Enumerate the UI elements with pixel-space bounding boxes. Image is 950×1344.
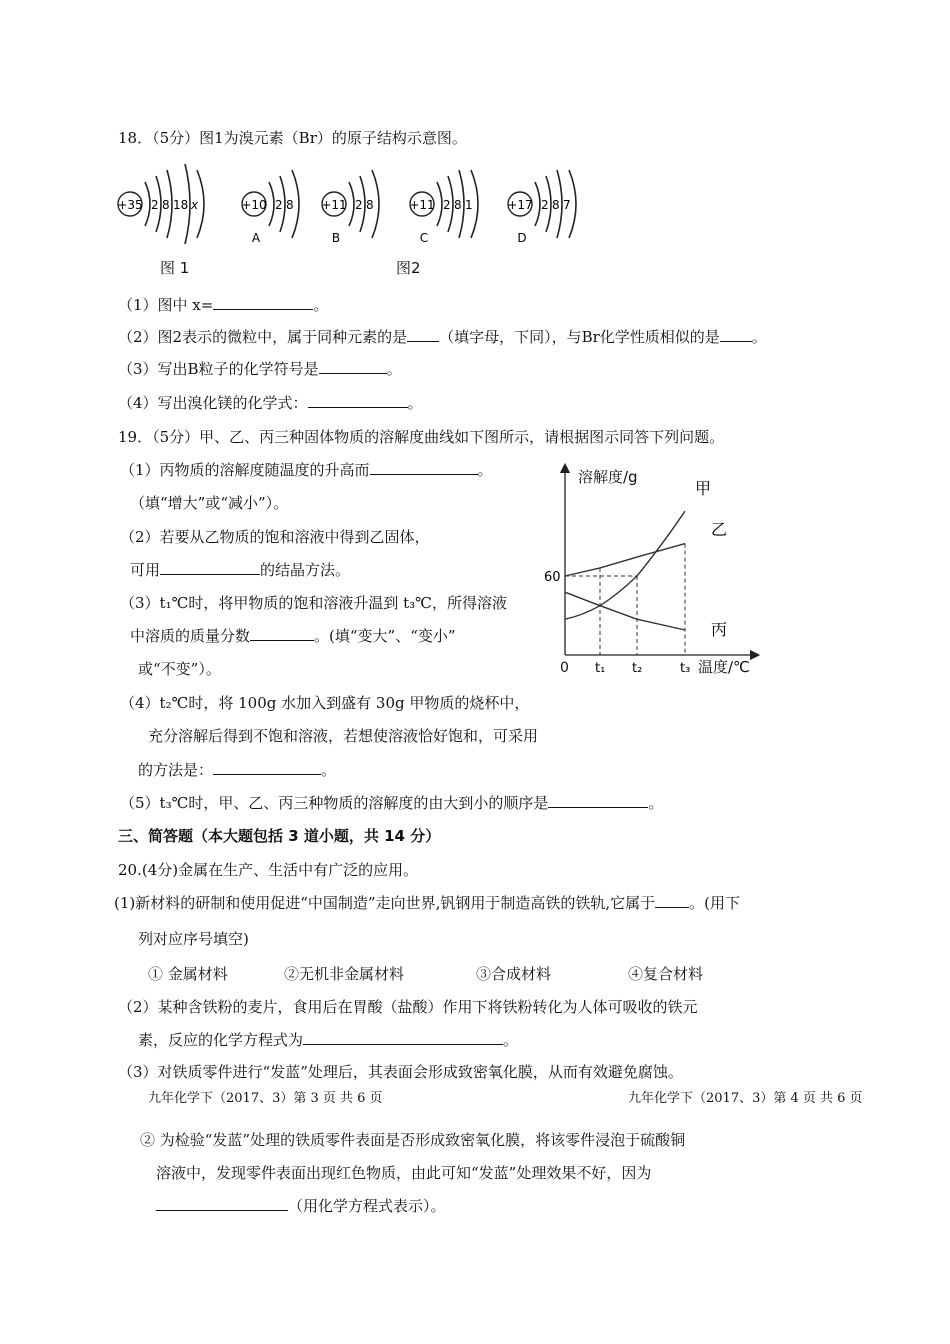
- electron-count: 2: [541, 198, 549, 212]
- q19-part3-text: 中溶质的质量分数: [130, 627, 251, 645]
- q18-part3-end: 。: [386, 360, 402, 378]
- series-label: 丙: [711, 620, 728, 639]
- q19-part1: [120, 460, 493, 480]
- q20-part2-text: 素，反应的化学方程式为: [138, 1031, 304, 1049]
- electron-count: 2: [275, 198, 283, 212]
- q19-part3-hint: 。(填“变大”、“变小”: [314, 627, 456, 645]
- q18-part2: [118, 327, 767, 347]
- electron-count: x: [191, 198, 199, 212]
- electron-shell-arc: [535, 182, 540, 226]
- x-axis-label: 温度/℃: [698, 658, 750, 676]
- q20-title: 20.(4分)金属在生产、生活中有广泛的应用。: [118, 861, 419, 879]
- electron-count: 8: [454, 198, 462, 212]
- atom-diagram: [241, 170, 299, 245]
- answer-blank[interactable]: [160, 560, 260, 575]
- atom-diagram: [321, 170, 379, 245]
- electron-count: 8: [162, 198, 170, 212]
- answer-blank[interactable]: [548, 793, 648, 808]
- figure-1-label: 图 1: [160, 259, 190, 277]
- q20-part2-a: （2）某种含铁粉的麦片，食用后在胃酸（盐酸）作用下将铁粉转化为人体可吸收的铁元: [118, 998, 698, 1016]
- q18-part2-text: （2）图2表示的微粒中，属于同种元素的是: [118, 328, 408, 346]
- atom-diagram: [409, 170, 478, 245]
- q20-part1-text: (1)新材料的研制和使用促进“中国制造”走向世界,钒钢用于制造高铁的铁轨,它属于: [114, 894, 656, 912]
- q19-part1-end: 。: [477, 461, 493, 479]
- q19-part3-b: [130, 626, 456, 646]
- series-label: 甲: [695, 479, 712, 498]
- q18-part4-text: （4）写出溴化镁的化学式：: [118, 394, 308, 412]
- q19-title: 19．（5分）甲、乙、丙三种固体物质的溶解度曲线如下图所示，请根据图示同答下列问题。: [118, 428, 725, 446]
- answer-blank[interactable]: [213, 760, 321, 775]
- q19-part4-text: 的方法是：: [138, 761, 214, 779]
- electron-count: 2: [443, 198, 451, 212]
- atom-diagram: [117, 164, 204, 244]
- q20-part1: [114, 893, 740, 913]
- series-curve: [565, 511, 685, 619]
- atom-letter: C: [419, 231, 429, 245]
- q20-option-4: ④复合材料: [628, 965, 704, 983]
- q20-part3-sub2-c: [156, 1196, 446, 1216]
- answer-blank[interactable]: [319, 359, 387, 374]
- footer-page-4: 九年化学下（2017、3）第 4 页 共 6 页: [628, 1091, 863, 1106]
- answer-blank[interactable]: [156, 1196, 288, 1211]
- q18-part3: [118, 359, 402, 379]
- section3-title: 三、简答题（本大题包括 3 道小题，共 14 分）: [118, 827, 441, 845]
- nucleus-charge: +11: [409, 198, 435, 212]
- q20-part3-sub2-b: 溶液中，发现零件表面出现红色物质，由此可知“发蓝”处理效果不好，因为: [156, 1164, 652, 1182]
- origin-label: 0: [560, 660, 569, 676]
- footer-page-3: 九年化学下（2017、3）第 3 页 共 6 页: [148, 1091, 383, 1106]
- electron-count: 7: [563, 198, 571, 212]
- q20-option-2: ②无机非金属材料: [284, 965, 405, 983]
- q18-part2-end: 。: [751, 328, 767, 346]
- atom-letter: A: [251, 231, 261, 245]
- x-tick-label: t₃: [680, 661, 691, 676]
- atom-letter: B: [331, 231, 341, 245]
- q18-part1-end: 。: [313, 296, 329, 314]
- q18-part4: [118, 393, 423, 413]
- q19-part4-a: （4）t₂℃时，将 100g 水加入到盛有 30g 甲物质的烧杯中，: [120, 694, 530, 712]
- atom-structure-diagrams: [110, 160, 610, 250]
- nucleus-charge: +10: [241, 198, 267, 212]
- answer-blank[interactable]: [308, 393, 408, 408]
- atom-letter: D: [517, 231, 527, 245]
- figure-2-label: 图2: [396, 259, 421, 277]
- q19-part3-a: （3）t₁℃时，将甲物质的饱和溶液升温到 t₃℃，所得溶液: [120, 594, 507, 612]
- q19-part4-end: 。: [321, 761, 337, 779]
- q19-part2-end: 的结晶方法。: [260, 561, 351, 579]
- answer-blank[interactable]: [370, 460, 478, 475]
- solubility-chart: [540, 460, 770, 685]
- q18-part2-text2: （填字母，下同），与Br化学性质相似的是: [439, 328, 720, 346]
- q20-option-3: ③合成材料: [476, 965, 552, 983]
- q18-part4-end: 。: [407, 394, 423, 412]
- q19-part2-b: [130, 560, 350, 580]
- atom-diagram: [507, 170, 576, 245]
- x-tick-label: t₂: [632, 661, 643, 676]
- electron-count: 18: [173, 198, 189, 212]
- nucleus-charge: +11: [321, 198, 347, 212]
- electron-shell-arc: [145, 182, 150, 226]
- electron-count: 8: [552, 198, 560, 212]
- answer-blank[interactable]: [720, 327, 752, 342]
- q20-part3-sub2-end: （用化学方程式表示）。: [288, 1197, 446, 1215]
- nucleus-charge: +35: [117, 198, 143, 212]
- q18-part1-text: （1）图中 x=: [118, 296, 214, 314]
- q20-part1-hint: 。(用下: [689, 894, 740, 912]
- q20-part2-end: 。: [503, 1031, 519, 1049]
- q20-option-1: ① 金属材料: [148, 965, 228, 983]
- y-tick-label: 60: [544, 570, 561, 585]
- q19-part1-hint: （填“增大”或“减小”）。: [130, 494, 289, 512]
- electron-count: 1: [465, 198, 473, 212]
- series-curve: [565, 544, 685, 576]
- electron-count: 8: [366, 198, 374, 212]
- q19-part5-end: 。: [648, 794, 664, 812]
- q18-part1: [118, 295, 328, 315]
- answer-blank[interactable]: [250, 626, 314, 641]
- q19-part4-c: [138, 760, 336, 780]
- q20-part3-sub2-a: ② 为检验“发蓝”处理的铁质零件表面是否形成致密氧化膜，将该零件浸泡于硫酸铜: [140, 1131, 686, 1149]
- q18-title: 18．（5分）图1为溴元素（Br）的原子结构示意图。: [118, 129, 467, 147]
- q20-part2-b: [138, 1030, 518, 1050]
- q18-part3-text: （3）写出B粒子的化学符号是: [118, 360, 319, 378]
- x-tick-label: t₁: [595, 661, 606, 676]
- answer-blank[interactable]: [303, 1030, 503, 1045]
- answer-blank[interactable]: [655, 893, 689, 908]
- series-curve: [565, 592, 685, 630]
- y-axis-label: 溶解度/g: [578, 468, 638, 486]
- q19-part2-text: 可用: [130, 561, 161, 579]
- q19-part5: [120, 793, 663, 813]
- q19-part1-text: （1）丙物质的溶解度随温度的升高而: [120, 461, 370, 479]
- electron-count: 2: [355, 198, 363, 212]
- nucleus-charge: +17: [507, 198, 533, 212]
- q20-part3: （3）对铁质零件进行“发蓝”处理后，其表面会形成致密氧化膜，从而有效避免腐蚀。: [118, 1063, 683, 1081]
- q19-part5-text: （5）t₃℃时，甲、乙、丙三种物质的溶解度的由大到小的顺序是: [120, 794, 549, 812]
- electron-shell-arc: [269, 182, 274, 226]
- q19-part4-b: 充分溶解后得到不饱和溶液，若想使溶液恰好饱和，可采用: [148, 727, 539, 745]
- electron-count: 2: [151, 198, 159, 212]
- q19-part3-d: 或“不变”）。: [138, 660, 221, 678]
- answer-blank[interactable]: [213, 295, 313, 310]
- series-label: 乙: [711, 520, 728, 539]
- q19-part2-a: （2）若要从乙物质的饱和溶液中得到乙固体，: [120, 528, 430, 546]
- answer-blank[interactable]: [407, 327, 439, 342]
- electron-count: 8: [286, 198, 294, 212]
- q20-part1-c: 列对应序号填空): [138, 930, 249, 948]
- electron-shell-arc: [437, 182, 442, 226]
- electron-shell-arc: [349, 182, 354, 226]
